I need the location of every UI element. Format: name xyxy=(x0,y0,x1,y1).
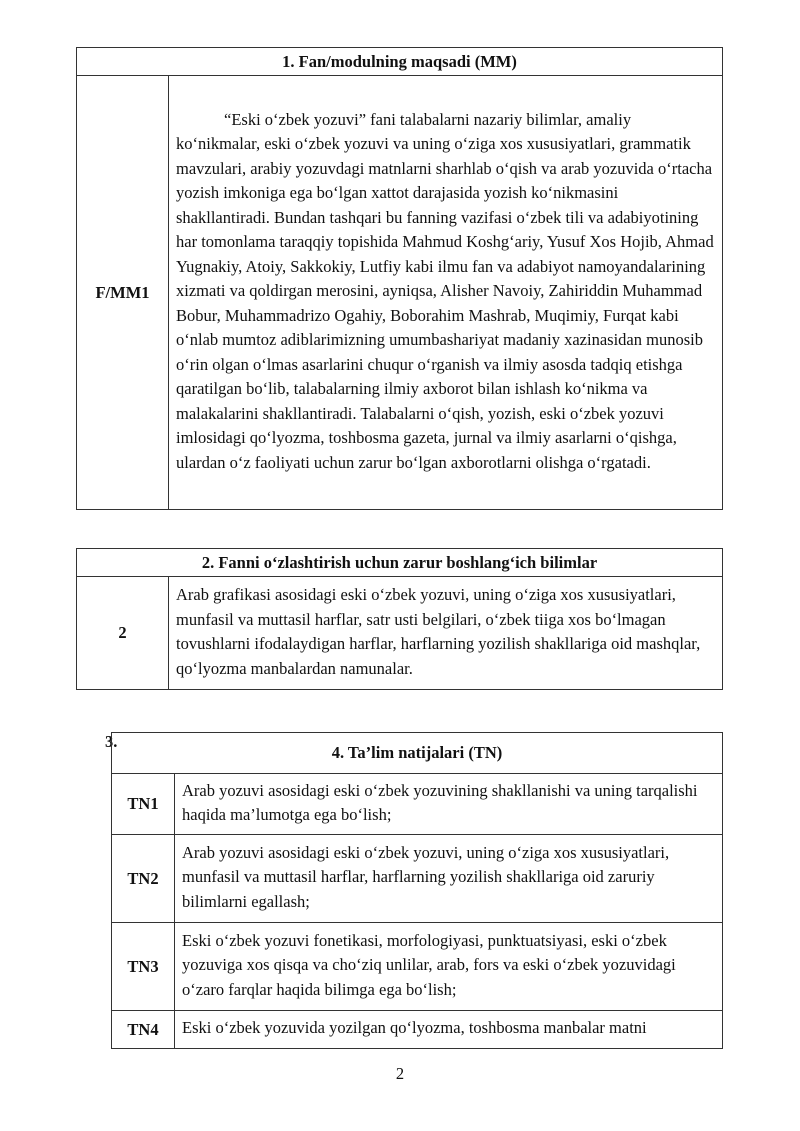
table-row xyxy=(112,774,723,835)
outcome-code: TN3 xyxy=(112,923,175,1011)
objectives-table xyxy=(76,47,723,510)
learning-outcomes-table xyxy=(111,732,723,1049)
table-row xyxy=(112,923,723,1011)
prerequisites-heading: 2. Fanni o‘zlashtirish uchun zarur boshlang‘ich bilimlar xyxy=(77,549,723,577)
objectives-heading: 1. Fan/modulning maqsadi (MM) xyxy=(77,48,723,76)
objective-code: F/MM1 xyxy=(77,76,169,510)
outcome-text: Arab yozuvi asosidagi eski o‘zbek yozuvi, uning o‘ziga xos xususiyatlari, munfasil va muttasil harflar, harflarning yozilish shakllariga oid zaruriy bilimlarni egallash; xyxy=(175,835,723,923)
stray-section-number: 3. xyxy=(105,732,118,751)
outcome-code: TN4 xyxy=(112,1011,175,1049)
table-row xyxy=(112,835,723,923)
objective-text: “Eski o‘zbek yozuvi” fani talabalarni nazariy bilimlar, amaliy ko‘nikmalar, eski o‘zbek yozuvi va uning o‘ziga xos xususiyatlari, grammatik mavzulari, arabiy yozuvdagi matnlarni sharhlab o‘qish va arab yozuvida o‘rtacha yozish imkoniga ega bo‘lgan xattot darajasida yozish ko‘nikmasini shakllantiradi. Bundan tashqari bu fanning vazifasi o‘zbek tili va adabiyotining har tomonlama taraqqiy topishida Mahmud Koshg‘ariy, Yusuf Xos Hojib, Ahmad Yugnakiy, Atoiy, Sakkokiy, Lutfiy kabi ilmu fan va adabiyot namoyandalarining xizmati va qoldirgan merosini, ayniqsa, Alisher Navoiy, Zahiriddin Muhammad Bobur, Muhammadrizo Ogahiy, Boborahim Mashrab, Muqimiy, Furqat kabi o‘nlab mumtoz adiblarimizning umumbashariyat madaniy xazinasidan munosib o‘rin olgan o‘lmas asarlarini chuqur o‘rganish va ilmiy asosda tadqiq etishga qaratilgan bo‘lib, talabalarning ilmiy axborot bilan ishlash ko‘nikma va malakalarini shakllantiradi. Talabalarni o‘qish, yozish, eski o‘zbek yozuvi imlosidagi qo‘lyozma, toshbosma gazeta, jurnal va ilmiy asarlarni o‘qishga, ulardan o‘z faoliyati uchun zarur bo‘lgan axborotlarni olishga o‘rgatadi. xyxy=(169,76,723,510)
prerequisites-code: 2 xyxy=(77,577,169,690)
page-number: 2 xyxy=(395,1064,405,1083)
outcome-text: Eski o‘zbek yozuvi fonetikasi, morfologiyasi, punktuatsiyasi, eski o‘zbek yozuviga xos qisqa va cho‘ziq unlilar, arab, fors va eski o‘zbek yozuvidagi o‘zaro farqlar haqida bilimga ega bo‘lish; xyxy=(175,923,723,1011)
prerequisites-table xyxy=(76,548,723,690)
prerequisites-text: Arab grafikasi asosidagi eski o‘zbek yozuvi, uning o‘ziga xos xususiyatlari, munfasil va muttasil harflar, satr usti belgilari, o‘zbek tiiga xos bo‘lmagan tovushlarni ifodalaydigan harflar, harflarning yozilish shakllariga oid mashqlar, qo‘lyozma manbalardan namunalar. xyxy=(169,577,723,690)
outcome-code: TN1 xyxy=(112,774,175,835)
outcome-code: TN2 xyxy=(112,835,175,923)
outcome-text: Eski o‘zbek yozuvida yozilgan qo‘lyozma, toshbosma manbalar matni xyxy=(175,1011,723,1049)
learning-outcomes-heading: 4. Ta’lim natijalari (TN) xyxy=(112,733,723,774)
outcome-text: Arab yozuvi asosidagi eski o‘zbek yozuvining shakllanishi va uning tarqalishi haqida ma’lumotga ega bo‘lish; xyxy=(175,774,723,835)
table-row xyxy=(112,1011,723,1049)
